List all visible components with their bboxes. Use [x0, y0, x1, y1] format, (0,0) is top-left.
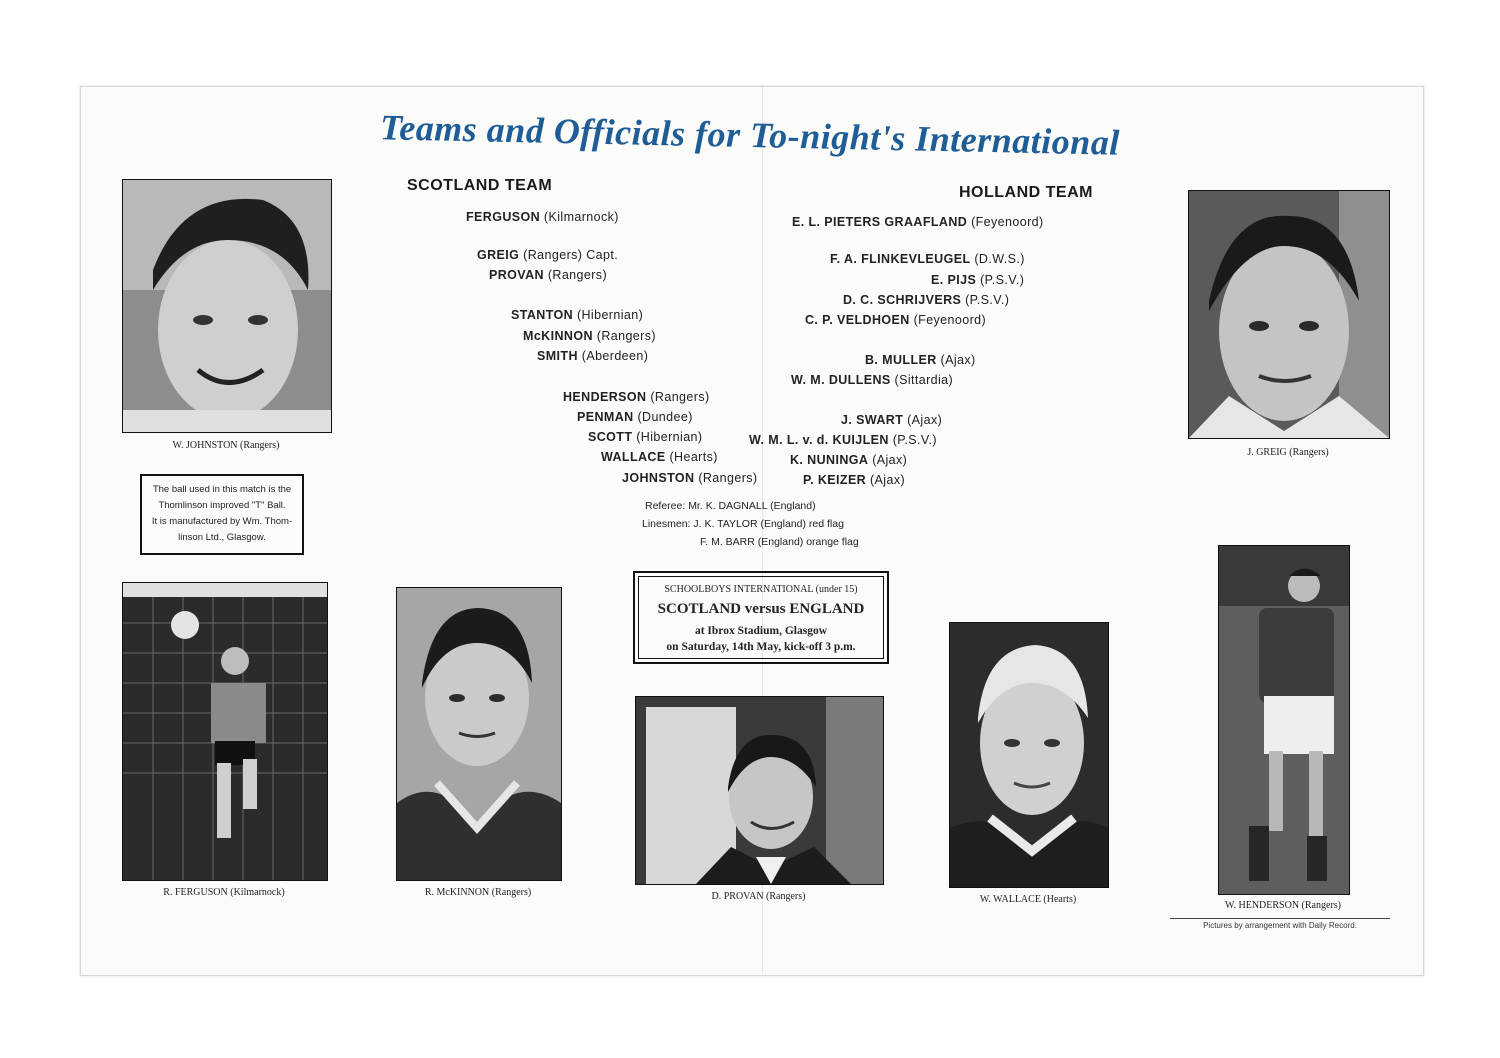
henderson-caption: W. HENDERSON (Rangers) [1224, 900, 1341, 911]
greig-caption: J. GREIG (Rangers) [1247, 447, 1329, 458]
mckinnon-caption: R. McKINNON (Rangers) [424, 887, 532, 898]
scotland-player: SCOTT (Hibernian) [588, 430, 703, 444]
scotland-player: WALLACE (Hearts) [601, 450, 718, 464]
mckinnon-photo [396, 587, 562, 881]
ball-notice-line: Thomlinson improved "T" Ball. [158, 500, 286, 511]
ball-notice-line: linson Ltd., Glasgow. [178, 532, 266, 543]
schoolboys-notice-title: SCOTLAND versus ENGLAND [657, 601, 865, 617]
provan-photo [635, 696, 884, 885]
holland-team-heading: HOLLAND TEAM [959, 184, 1093, 201]
holland-player: W. M. DULLENS (Sittardia) [791, 373, 954, 387]
scotland-player: McKINNON (Rangers) [523, 329, 656, 343]
scotland-player: PROVAN (Rangers) [489, 268, 608, 282]
page-title: Teams and Officials for To-night's International [379, 107, 1121, 163]
scotland-player: PENMAN (Dundee) [577, 410, 693, 424]
holland-player: B. MULLER (Ajax) [865, 353, 976, 367]
scotland-player: JOHNSTON (Rangers) [622, 471, 758, 485]
holland-player: D. C. SCHRIJVERS (P.S.V.) [843, 293, 1010, 307]
schoolboys-notice-line: on Saturday, 14th May, kick-off 3 p.m. [666, 641, 856, 653]
johnston-photo [122, 179, 332, 433]
ferguson-photo [122, 582, 328, 881]
linesman-line: F. M. BARR (England) orange flag [700, 536, 859, 548]
scotland-player: HENDERSON (Rangers) [563, 390, 710, 404]
scotland-team-heading: SCOTLAND TEAM [407, 177, 553, 194]
ball-notice-line: It is manufactured by Wm. Thom- [151, 516, 293, 527]
provan-caption: D. PROVAN (Rangers) [711, 891, 806, 902]
schoolboys-notice-line: SCHOOLBOYS INTERNATIONAL (under 15) [664, 584, 858, 595]
holland-player: K. NUNINGA (Ajax) [790, 453, 908, 467]
scotland-player: FERGUSON (Kilmarnock) [466, 210, 619, 224]
ball-notice [140, 474, 304, 555]
holland-player: E. PIJS (P.S.V.) [931, 273, 1025, 287]
photo-credit: Pictures by arrangement with Daily Record. [1170, 918, 1390, 930]
ball-notice-line: The ball used in this match is the [152, 484, 292, 495]
holland-player: E. L. PIETERS GRAAFLAND (Feyenoord) [792, 215, 1044, 229]
henderson-photo [1218, 545, 1350, 895]
referee-line: Referee: Mr. K. DAGNALL (England) [645, 500, 816, 512]
scotland-player: SMITH (Aberdeen) [537, 349, 649, 363]
holland-player: W. M. L. v. d. KUIJLEN (P.S.V.) [749, 433, 937, 447]
holland-player: J. SWART (Ajax) [841, 413, 943, 427]
wallace-caption: W. WALLACE (Hearts) [979, 894, 1077, 905]
johnston-caption: W. JOHNSTON (Rangers) [172, 440, 280, 451]
ferguson-caption: R. FERGUSON (Kilmarnock) [163, 887, 285, 898]
schoolboys-notice [633, 571, 889, 664]
holland-player: F. A. FLINKEVLEUGEL (D.W.S.) [830, 252, 1025, 266]
scotland-player: GREIG (Rangers) Capt. [477, 248, 619, 262]
holland-player: C. P. VELDHOEN (Feyenoord) [805, 313, 987, 327]
greig-photo [1188, 190, 1390, 439]
schoolboys-notice-line: at Ibrox Stadium, Glasgow [694, 625, 828, 637]
scotland-player: STANTON (Hibernian) [511, 308, 644, 322]
linesman-line: Linesmen: J. K. TAYLOR (England) red flag [642, 518, 844, 530]
holland-player: P. KEIZER (Ajax) [803, 473, 906, 487]
wallace-photo [949, 622, 1109, 888]
